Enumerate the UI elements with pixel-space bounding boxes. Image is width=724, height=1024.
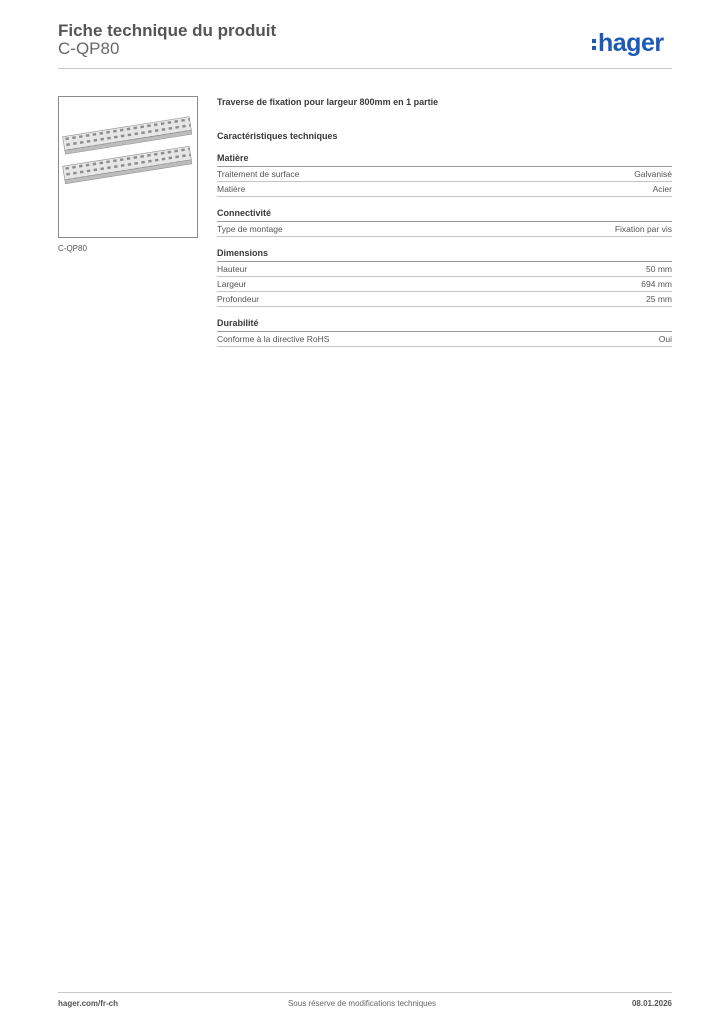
spec-value: 50 mm bbox=[646, 264, 672, 274]
spec-content bbox=[217, 96, 672, 357]
page-title: Fiche technique du produit bbox=[58, 21, 277, 40]
section-title: Matière bbox=[217, 152, 672, 167]
spec-label: Largeur bbox=[217, 279, 247, 289]
spec-row bbox=[217, 182, 672, 197]
spec-label: Type de montage bbox=[217, 224, 283, 234]
spec-row bbox=[217, 222, 672, 237]
spec-row bbox=[217, 292, 672, 307]
spec-value: 694 mm bbox=[641, 279, 672, 289]
section-dimensions bbox=[217, 247, 672, 307]
spec-label: Traitement de surface bbox=[217, 169, 300, 179]
section-title: Dimensions bbox=[217, 247, 672, 262]
spec-row bbox=[217, 332, 672, 347]
spec-label: Profondeur bbox=[217, 294, 260, 304]
logo-text: hager bbox=[598, 29, 664, 57]
mounting-rail-illustration bbox=[59, 97, 197, 237]
spec-value: 25 mm bbox=[646, 294, 672, 304]
section-title: Connectivité bbox=[217, 207, 672, 222]
product-image bbox=[58, 96, 198, 238]
footer-date: 08.01.2026 bbox=[631, 999, 672, 1008]
spec-row bbox=[217, 167, 672, 182]
section-durabilite bbox=[217, 317, 672, 347]
spec-label: Matière bbox=[217, 184, 246, 194]
logo-dots-icon bbox=[592, 39, 596, 50]
footer-website-link[interactable]: hager.com/fr-ch bbox=[58, 999, 119, 1008]
tech-specs-title: Caractéristiques techniques bbox=[217, 131, 338, 141]
hager-logo bbox=[592, 28, 664, 58]
spec-row bbox=[217, 277, 672, 292]
section-title: Durabilité bbox=[217, 317, 672, 332]
spec-value: Oui bbox=[658, 334, 672, 344]
spec-label: Conforme à la directive RoHS bbox=[217, 334, 330, 344]
spec-value: Fixation par vis bbox=[614, 224, 672, 234]
section-matiere bbox=[217, 152, 672, 197]
product-code: C-QP80 bbox=[58, 39, 120, 58]
spec-value: Acier bbox=[652, 184, 672, 194]
section-connectivite bbox=[217, 207, 672, 237]
footer-divider bbox=[58, 992, 672, 993]
spec-row bbox=[217, 262, 672, 277]
footer-note: Sous réserve de modifications techniques bbox=[287, 999, 437, 1008]
spec-label: Hauteur bbox=[217, 264, 248, 274]
header-divider bbox=[58, 68, 672, 69]
image-caption: C-QP80 bbox=[58, 244, 87, 253]
spec-value: Galvanisé bbox=[634, 169, 672, 179]
product-description: Traverse de fixation pour largeur 800mm en 1 partie bbox=[217, 97, 439, 107]
